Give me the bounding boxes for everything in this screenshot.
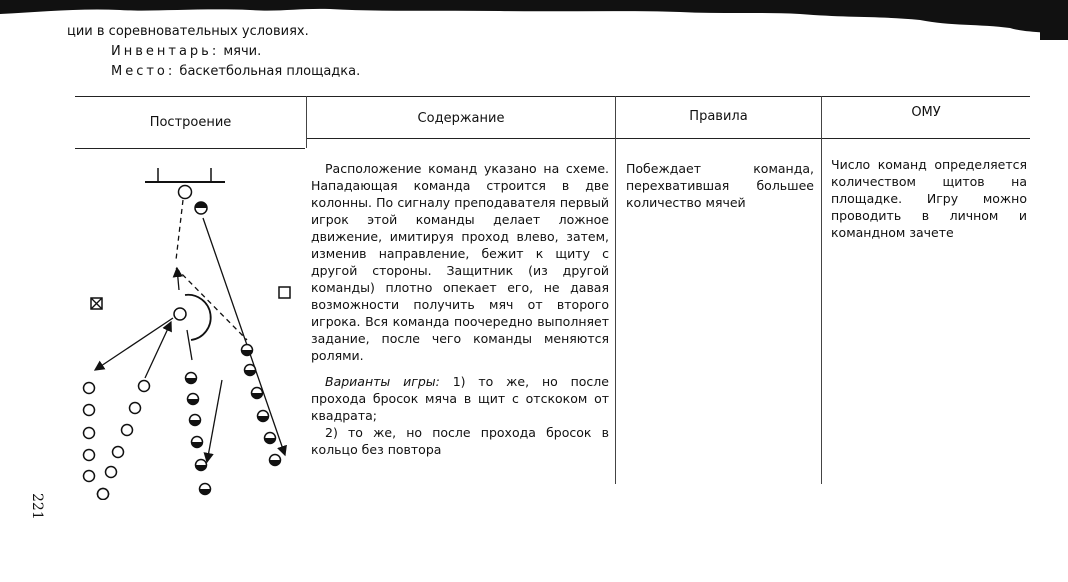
attacker-1 (174, 308, 186, 320)
attacker-player (106, 467, 117, 478)
col-divider-3 (821, 96, 822, 484)
defender-arc (185, 295, 211, 340)
attacker-player (84, 383, 95, 394)
place-label: Место: (111, 64, 176, 79)
page-number: 221 (29, 493, 45, 520)
header-content: Содержание (417, 111, 505, 126)
inventory-label: Инвентарь: (111, 44, 220, 59)
marker-cross-square (91, 298, 102, 309)
table-top-rule (75, 96, 1030, 97)
content-cell (311, 160, 609, 458)
attacker-player (130, 403, 141, 414)
place-value: баскетбольная площадка. (179, 64, 361, 79)
formation-diagram (75, 150, 305, 500)
col-divider-2 (615, 96, 616, 484)
variants-paragraph (311, 373, 609, 424)
attacker-player (84, 471, 95, 482)
marker-square (279, 287, 290, 298)
attacker-player (84, 428, 95, 439)
omu-cell: Число команд определяется количеством щитов на площадке. Игру можно проводить в личном и командном зачете (831, 157, 1027, 240)
attacker-player (84, 405, 95, 416)
intro-place (111, 62, 360, 82)
header-omu: ОМУ (911, 105, 941, 120)
header-bottom-rule-left (75, 148, 305, 149)
attacker-columns (84, 381, 150, 500)
attacker-player (113, 447, 124, 458)
intro-text (67, 22, 361, 82)
hoop-player (179, 186, 192, 199)
attacker-player (98, 489, 109, 500)
header-bottom-rule (307, 138, 1030, 139)
intro-line-1: ции в соревновательных условиях. (67, 24, 309, 39)
content-text: Расположение команд указано на схеме. Нападающая команда строится в две колонны. По сигналу преподавателя первый игрок этой команды делает ложное движение, имитируя проход влево, затем, изменив направление, бежит к щиту с другой стороны. Защитник (из другой команды) плотно опекает его, не давая возможности получить мяч от второго игрока. Вся команда поочередно выполняет задание, после чего команды меняются ролями. (311, 161, 609, 363)
defender-columns (186, 345, 281, 495)
rules-cell: Побеждает команда, перехватившая большее количество мячей (626, 161, 814, 210)
variant-1: 1) то же, но после прохода бросок мяча в щит с отскоком от квадрата; (311, 374, 609, 423)
cut-path (176, 268, 247, 340)
backboard (145, 168, 225, 182)
attacker-player (122, 425, 133, 436)
variant-2: 2) то же, но после прохода бросок в кольцо без повтора (311, 425, 609, 457)
intro-inventory (111, 42, 360, 62)
pass-path (176, 200, 183, 260)
defender-line (187, 330, 192, 360)
header-construction: Построение (149, 115, 232, 130)
inventory-value: мячи. (223, 44, 262, 59)
attacker-player (84, 450, 95, 461)
second-attacker-arrow (145, 322, 171, 378)
defender-return-arrow (207, 380, 222, 462)
attacker-player (139, 381, 150, 392)
header-rules: Правила (689, 109, 748, 124)
variants-label: Варианты игры: (325, 374, 440, 389)
